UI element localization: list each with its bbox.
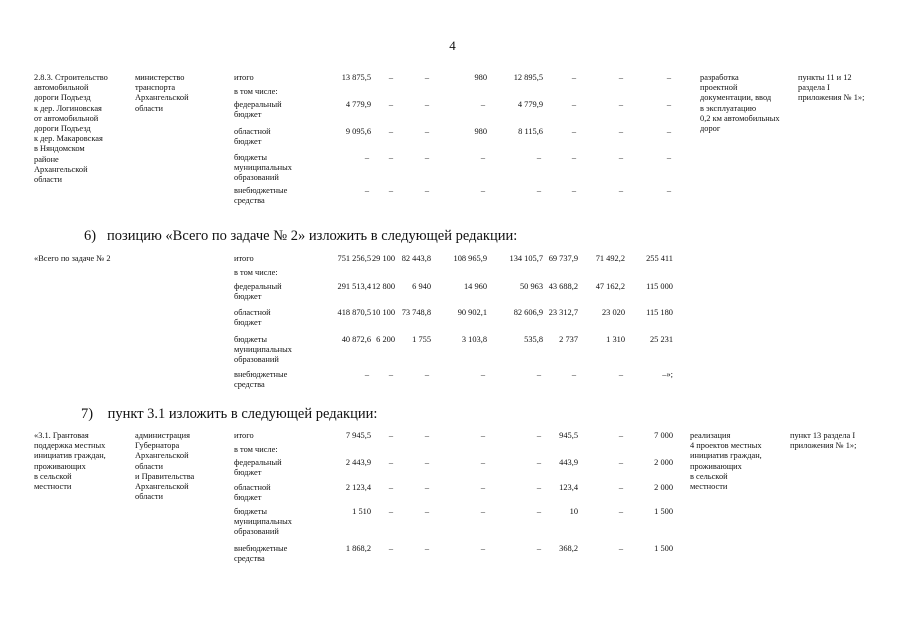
- value-cell: 1 755: [412, 335, 431, 344]
- item-title: проживающих: [34, 461, 86, 471]
- value-cell: –: [424, 73, 430, 82]
- value-cell: 2 737: [559, 335, 578, 344]
- value-cell: –: [571, 127, 577, 136]
- source-label: внебюджетные: [234, 370, 288, 379]
- item-title: 2.8.3. Строительство: [34, 73, 108, 82]
- value-cell: 443,9: [559, 458, 578, 467]
- value-cell: 368,2: [559, 544, 578, 553]
- executor: Архангельской: [135, 482, 189, 491]
- result-indicator: дорог: [700, 124, 721, 133]
- source-label: средства: [234, 554, 265, 564]
- appendix-link: раздела I: [798, 83, 830, 93]
- value-cell: 3 103,8: [461, 335, 487, 344]
- value-cell: 115 000: [646, 282, 673, 291]
- value-cell: 12 895,5: [513, 73, 543, 82]
- value-cell: –: [571, 153, 577, 162]
- value-cell: –: [424, 507, 430, 516]
- value-cell: 82 606,9: [513, 308, 543, 317]
- value-cell: –: [480, 153, 486, 162]
- value-cell: –: [480, 544, 486, 553]
- value-cell: –: [424, 127, 430, 136]
- value-cell: 69 737,9: [548, 254, 578, 263]
- heading-item-6: 6) позицию «Всего по задаче № 2» изложить в следующей редакции:: [84, 228, 518, 244]
- source-label: бюджет: [234, 110, 262, 120]
- value-cell: 291 513,4: [337, 282, 371, 291]
- value-cell: 12 800: [371, 282, 395, 291]
- value-cell: –: [480, 186, 486, 195]
- value-cell: 4 779,9: [345, 100, 371, 109]
- value-cell: –: [618, 483, 624, 492]
- value-cell: 14 960: [463, 282, 487, 291]
- source-label: итого: [234, 73, 254, 82]
- appendix-link: пункты 11 и 12: [798, 73, 852, 82]
- value-cell: 90 902,1: [457, 308, 487, 317]
- value-cell: 2 000: [654, 483, 673, 492]
- source-label: бюджет: [234, 292, 262, 302]
- item-title: в Няндомском: [34, 144, 85, 154]
- source-label: бюджет: [234, 318, 262, 328]
- value-cell: –: [618, 544, 624, 553]
- value-cell: 980: [474, 73, 487, 82]
- source-label: внебюджетные: [234, 544, 288, 553]
- value-cell: –: [364, 370, 370, 379]
- value-cell: 6 200: [376, 335, 395, 344]
- value-cell: –: [536, 483, 542, 492]
- item-title: области: [34, 175, 62, 184]
- heading-item-7: 7) пункт 3.1 изложить в следующей редакции:: [81, 406, 378, 422]
- value-cell: –: [666, 153, 672, 162]
- result-indicator: реализация: [690, 431, 731, 440]
- value-cell: –: [424, 153, 430, 162]
- source-label: бюджет: [234, 137, 262, 147]
- value-cell: –: [666, 186, 672, 195]
- item-title: дороги Подъезд: [34, 93, 91, 103]
- value-cell: –: [536, 153, 542, 162]
- executor: области: [135, 492, 163, 502]
- source-label: муниципальных: [234, 517, 292, 527]
- value-cell: –: [424, 544, 430, 553]
- value-cell: 4 779,9: [517, 100, 543, 109]
- value-cell: –: [618, 127, 624, 136]
- value-cell: –: [571, 370, 577, 379]
- value-cell: 82 443,8: [401, 254, 431, 263]
- value-cell: 115 180: [646, 308, 673, 317]
- result-indicator: проживающих: [690, 461, 742, 471]
- result-indicator: в сельской: [690, 471, 728, 481]
- value-cell: –: [480, 458, 486, 467]
- value-cell: –: [536, 431, 542, 440]
- page-number: 4: [449, 38, 456, 53]
- source-label: федеральный: [234, 100, 282, 109]
- value-cell: 1 310: [606, 335, 625, 344]
- value-cell: –: [424, 458, 430, 467]
- value-cell: –: [571, 186, 577, 195]
- source-label: в том числе:: [234, 87, 278, 96]
- executor: области: [135, 461, 163, 471]
- source-label: федеральный: [234, 282, 282, 291]
- source-label: областной: [234, 127, 271, 136]
- result-indicator: инициатив граждан,: [690, 451, 762, 461]
- executor: администрация: [135, 431, 190, 440]
- value-cell: –: [388, 370, 394, 379]
- source-label: итого: [234, 254, 254, 263]
- value-cell: –: [388, 507, 394, 516]
- source-label: бюджеты: [234, 153, 268, 162]
- value-cell: –: [536, 186, 542, 195]
- source-label: в том числе:: [234, 445, 278, 454]
- source-label: в том числе:: [234, 268, 278, 277]
- value-cell: 50 963: [519, 282, 543, 291]
- executor: Архангельской: [135, 93, 189, 103]
- value-cell: 9 095,6: [345, 127, 371, 136]
- value-cell: –: [424, 483, 430, 492]
- value-cell: 10: [569, 507, 578, 516]
- value-cell: 29 100: [371, 254, 395, 263]
- value-cell: –: [388, 127, 394, 136]
- value-cell: 6 940: [412, 282, 431, 291]
- item-title: в сельской: [34, 471, 72, 481]
- source-label: бюджет: [234, 468, 262, 478]
- value-cell: 23 312,7: [548, 308, 578, 317]
- value-cell: –: [618, 370, 624, 379]
- item-title: дороги Подъезд: [34, 124, 91, 133]
- value-cell: –: [571, 73, 577, 82]
- value-cell: –: [618, 507, 624, 516]
- value-cell: 10 100: [371, 308, 395, 317]
- value-cell: –»;: [662, 370, 673, 379]
- value-cell: 108 965,9: [453, 254, 487, 263]
- item-title: «3.1. Грантовая: [34, 431, 89, 440]
- value-cell: –: [536, 507, 542, 516]
- result-indicator: проектной: [700, 83, 738, 93]
- item-title: Архангельской: [34, 164, 88, 174]
- value-cell: 945,5: [559, 431, 578, 440]
- source-label: образований: [234, 527, 279, 537]
- value-cell: –: [388, 458, 394, 467]
- value-cell: –: [388, 483, 394, 492]
- value-cell: –: [388, 73, 394, 82]
- value-cell: –: [388, 153, 394, 162]
- executor: и Правительства: [135, 471, 195, 481]
- value-cell: –: [536, 458, 542, 467]
- value-cell: 73 748,8: [401, 308, 431, 317]
- value-cell: –: [666, 100, 672, 109]
- result-indicator: в эксплуатацию: [700, 103, 757, 113]
- value-cell: –: [618, 100, 624, 109]
- source-label: средства: [234, 196, 265, 206]
- value-cell: 25 231: [649, 335, 673, 344]
- value-cell: –: [364, 153, 370, 162]
- value-cell: –: [666, 127, 672, 136]
- source-label: муниципальных: [234, 345, 292, 355]
- executor: министерство: [135, 73, 185, 82]
- source-label: бюджет: [234, 493, 262, 503]
- value-cell: –: [480, 483, 486, 492]
- value-cell: 1 500: [654, 507, 673, 516]
- value-cell: –: [618, 186, 624, 195]
- item-title: «Всего по задаче № 2: [34, 254, 111, 263]
- value-cell: –: [480, 507, 486, 516]
- value-cell: 134 105,7: [509, 254, 543, 263]
- value-cell: 8 115,6: [518, 127, 543, 136]
- value-cell: 1 510: [352, 507, 371, 516]
- value-cell: –: [480, 431, 486, 440]
- value-cell: 123,4: [559, 483, 578, 492]
- value-cell: 535,8: [524, 335, 543, 344]
- result-indicator: 0,2 км автомобильных: [700, 113, 780, 123]
- item-title: местности: [34, 482, 72, 491]
- value-cell: 43 688,2: [548, 282, 578, 291]
- item-title: поддержка местных: [34, 441, 106, 451]
- value-cell: 1 500: [654, 544, 673, 553]
- source-label: муниципальных: [234, 163, 292, 173]
- value-cell: 255 411: [646, 254, 673, 263]
- result-indicator: 4 проектов местных: [690, 441, 762, 451]
- source-label: областной: [234, 308, 271, 317]
- appendix-link: приложения № 1»;: [790, 441, 857, 451]
- value-cell: –: [480, 370, 486, 379]
- value-cell: –: [618, 458, 624, 467]
- item-title: к дер. Логиновская: [34, 103, 102, 113]
- value-cell: –: [480, 100, 486, 109]
- source-label: образований: [234, 355, 279, 365]
- value-cell: –: [666, 73, 672, 82]
- value-cell: 980: [474, 127, 487, 136]
- value-cell: –: [536, 544, 542, 553]
- appendix-link: приложения № 1»;: [798, 93, 865, 103]
- value-cell: 71 492,2: [595, 254, 625, 263]
- source-label: образований: [234, 173, 279, 183]
- value-cell: –: [536, 370, 542, 379]
- source-label: внебюджетные: [234, 186, 288, 195]
- appendix-link: пункт 13 раздела I: [790, 431, 856, 440]
- source-label: федеральный: [234, 458, 282, 467]
- result-indicator: документации, ввод: [700, 93, 772, 103]
- item-title: к дер. Макаровская: [34, 134, 103, 144]
- item-title: от автомобильной: [34, 113, 99, 123]
- value-cell: –: [388, 100, 394, 109]
- value-cell: 40 872,6: [341, 335, 371, 344]
- value-cell: –: [388, 544, 394, 553]
- value-cell: 13 875,5: [341, 73, 371, 82]
- value-cell: 2 443,9: [345, 458, 371, 467]
- value-cell: –: [388, 431, 394, 440]
- value-cell: 7 000: [654, 431, 673, 440]
- item-title: районе: [34, 154, 59, 164]
- executor: области: [135, 103, 163, 113]
- value-cell: 751 256,5: [337, 254, 371, 263]
- value-cell: –: [618, 153, 624, 162]
- executor: Архангельской: [135, 451, 189, 461]
- executor: Губернатора: [135, 441, 180, 451]
- value-cell: 1 868,2: [345, 544, 371, 553]
- executor: транспорта: [135, 83, 176, 93]
- value-cell: –: [388, 186, 394, 195]
- value-cell: –: [424, 100, 430, 109]
- source-label: бюджеты: [234, 335, 268, 344]
- item-title: автомобильной: [34, 83, 89, 93]
- value-cell: –: [618, 73, 624, 82]
- source-label: областной: [234, 483, 271, 492]
- value-cell: 2 000: [654, 458, 673, 467]
- value-cell: –: [424, 370, 430, 379]
- item-title: инициатив граждан,: [34, 451, 106, 461]
- value-cell: –: [618, 431, 624, 440]
- value-cell: 418 870,5: [337, 308, 371, 317]
- value-cell: 7 945,5: [345, 431, 371, 440]
- value-cell: –: [424, 431, 430, 440]
- value-cell: 47 162,2: [595, 282, 625, 291]
- source-label: бюджеты: [234, 507, 268, 516]
- value-cell: 2 123,4: [345, 483, 371, 492]
- source-label: итого: [234, 431, 254, 440]
- result-indicator: местности: [690, 482, 728, 491]
- value-cell: 23 020: [601, 308, 625, 317]
- value-cell: –: [571, 100, 577, 109]
- value-cell: –: [424, 186, 430, 195]
- value-cell: –: [364, 186, 370, 195]
- result-indicator: разработка: [700, 73, 739, 82]
- source-label: средства: [234, 380, 265, 390]
